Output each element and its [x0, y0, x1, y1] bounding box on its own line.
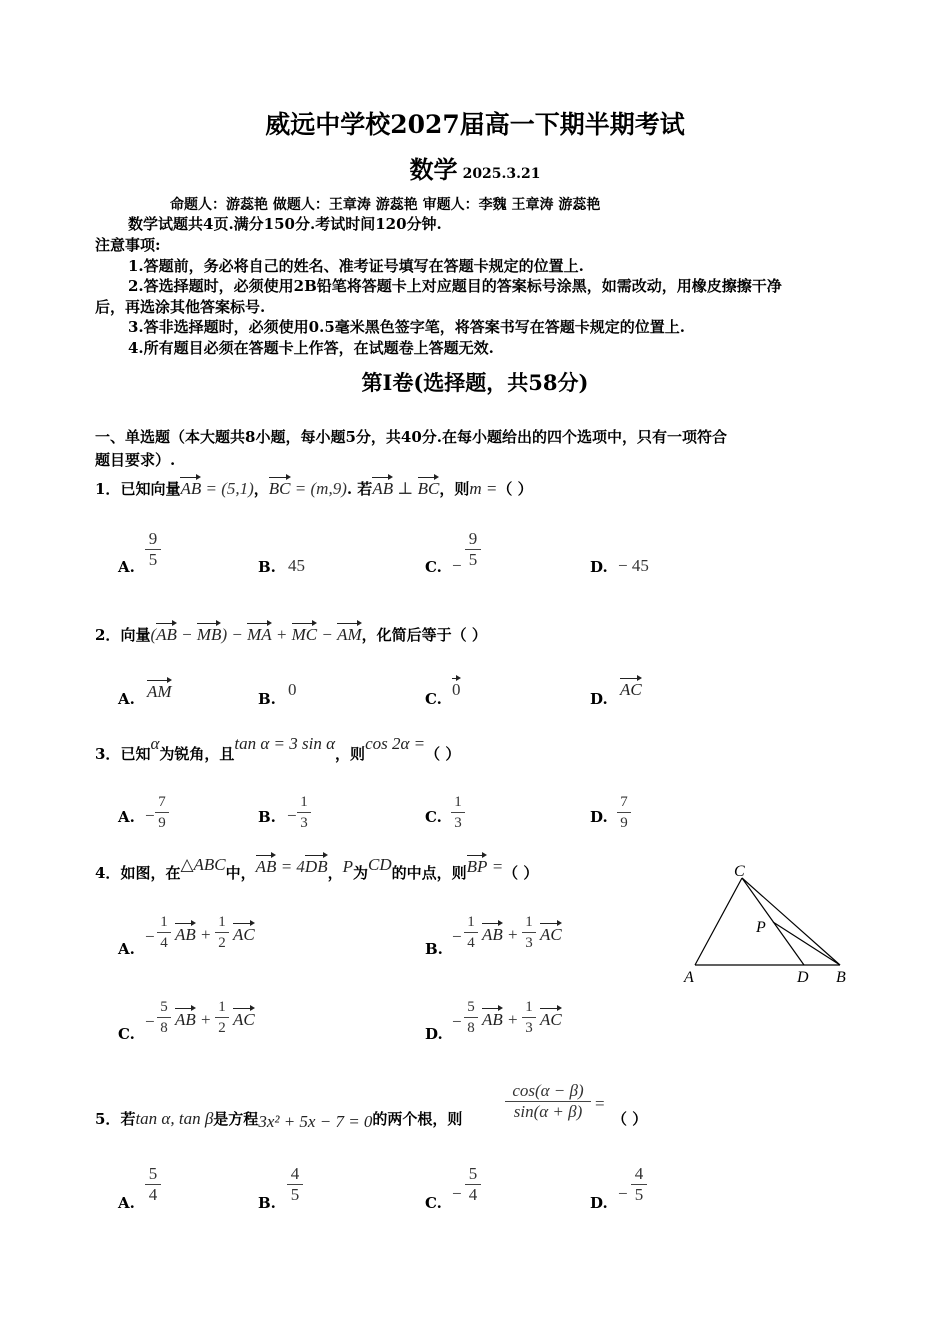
vector-ma: MA: [247, 625, 272, 644]
exam-title: 威远中学校2027届高一下期半期考试: [265, 110, 685, 139]
segment-ac: [695, 878, 742, 965]
math-expr: −: [317, 625, 338, 644]
notice-item: 4.所有题目必须在答题卡上作答，在试题卷上答题无效.: [128, 339, 494, 357]
vector-ab: [482, 925, 503, 945]
option-a-label[interactable]: A.: [118, 940, 135, 958]
subject-line: [0, 150, 950, 185]
option-d-label[interactable]: D.: [590, 690, 608, 708]
subject: 数学: [409, 155, 458, 184]
perp-symbol: ⊥: [393, 479, 418, 498]
zero-vector: 0: [452, 680, 461, 699]
question-1-stem: [95, 478, 533, 499]
math-expr: +: [271, 625, 292, 644]
math-expr: ) −: [221, 625, 248, 644]
stem-text: 若: [120, 1110, 136, 1128]
authors-line: 命题人：游蕊艳 做题人：王章涛 游蕊艳 审题人：李魏 王章涛 游蕊艳: [170, 197, 601, 213]
stem-text: ，化简后等于（ ）: [361, 626, 487, 644]
question-number: 1．: [95, 480, 121, 498]
math-expr: m =: [469, 479, 498, 498]
notice-heading: 注意事项:: [95, 236, 161, 254]
vector-ab: AB: [255, 857, 277, 876]
option-b-label[interactable]: B.: [258, 1194, 276, 1212]
vector-ab: AB: [482, 925, 503, 944]
stem-text: 中，: [225, 864, 256, 882]
minus-sign: −: [452, 927, 462, 946]
label-a: A: [684, 969, 694, 986]
vector-ac: [540, 925, 562, 945]
part-one-instructions: 一、单选题（本大题共8小题，每小题5分，共40分.在每小题给出的四个选项中，只有一项符合: [95, 428, 727, 446]
stem-text: 已知: [120, 745, 151, 763]
question-number: 5．: [95, 1110, 121, 1128]
stem-text: ，则: [335, 745, 366, 763]
option-b-label[interactable]: B.: [258, 808, 276, 826]
question-5-stem: [95, 1108, 462, 1129]
label-p: P: [756, 919, 766, 936]
minus-sign: −: [145, 806, 155, 825]
option-a-value: [147, 682, 172, 702]
option-b-value: 0: [288, 680, 297, 699]
math-expr: (: [150, 625, 157, 644]
plus-sign: +: [201, 925, 211, 944]
stem-text: ，: [253, 480, 269, 498]
question-2-stem: [95, 624, 487, 645]
stem-text: 为锐角，且: [159, 745, 235, 763]
option-a-label[interactable]: A.: [118, 690, 135, 708]
answer-paren: （ ）: [612, 1110, 648, 1128]
vector-ac: AC: [620, 680, 642, 699]
vector-ab: AB: [180, 479, 202, 498]
option-c-label[interactable]: C.: [425, 558, 442, 576]
coefficient: 1 2: [215, 998, 229, 1037]
part-one-instructions-cont: 题目要求）.: [95, 451, 176, 469]
math-expr: = (m,9): [290, 479, 347, 498]
point-p: P: [342, 857, 353, 876]
segment-cd: CD: [368, 855, 392, 874]
option-d-label[interactable]: D.: [425, 1025, 443, 1043]
option-c-label[interactable]: C.: [425, 1194, 442, 1212]
segment-pb: [773, 922, 840, 965]
option-d-label[interactable]: D.: [590, 558, 608, 576]
minus-sign: −: [452, 1184, 462, 1203]
minus-sign: −: [618, 1184, 628, 1203]
coefficient: 5 8: [157, 998, 171, 1037]
option-d-value: − 45: [618, 556, 649, 575]
vector-ac: [540, 1010, 562, 1030]
notice-item: 1.答题前，务必将自己的姓名、准考证号填写在答题卡规定的位置上.: [128, 257, 584, 275]
question-number: 4．: [95, 864, 121, 882]
vector-ac: [233, 1010, 255, 1030]
stem-text: ，则: [439, 480, 470, 498]
option-d-value: 7 9: [617, 793, 631, 832]
coefficient: 5 8: [464, 998, 478, 1037]
label-d: D: [797, 969, 809, 986]
option-a-label[interactable]: A.: [118, 558, 135, 576]
option-c-value: 9 5: [465, 530, 481, 569]
vector-ab: AB: [156, 625, 177, 644]
stem-text: 为: [353, 864, 369, 882]
vector-ac: [233, 925, 255, 945]
option-c-value: 1 3: [451, 793, 465, 832]
fraction-cos-over-sin: cos(α − β) sin(α + β): [505, 1082, 591, 1121]
option-b-label[interactable]: B.: [258, 558, 276, 576]
option-a-label[interactable]: A.: [118, 808, 135, 826]
stem-text: 的中点，则: [391, 864, 467, 882]
stem-text: 的两个根，则: [372, 1110, 463, 1128]
label-b: B: [836, 969, 846, 986]
vector-ab: AB: [482, 1010, 503, 1029]
stem-text: 如图，在: [120, 864, 181, 882]
answer-paren: （ ）: [425, 745, 461, 763]
option-a-value: 5 4: [145, 1165, 161, 1204]
option-c-label[interactable]: C.: [425, 690, 442, 708]
math-expr: = (5,1): [201, 479, 254, 498]
option-d-label[interactable]: D.: [590, 1194, 608, 1212]
option-b-value: 45: [288, 556, 305, 575]
minus-sign: −: [452, 1012, 462, 1031]
math-expr: tan α, tan β: [135, 1109, 214, 1128]
question-number: 3．: [95, 745, 121, 763]
coefficient: 1 4: [464, 913, 478, 952]
option-a-label[interactable]: A.: [118, 1194, 135, 1212]
coefficient: 1 2: [215, 913, 229, 952]
minus-sign: −: [452, 556, 462, 575]
minus-sign: −: [145, 1012, 155, 1031]
vector-ab: [175, 925, 196, 945]
plus-sign: +: [201, 1010, 211, 1029]
option-d-value: [620, 680, 642, 700]
vector-am: AM: [337, 625, 362, 644]
option-b-label[interactable]: B.: [258, 690, 276, 708]
vector-mb: MB: [196, 625, 222, 644]
notice-item: 2.答选择题时，必须使用2B铅笔将答题卡上对应题目的答案标号涂黑，如需改动，用橡皮擦擦干净: [128, 277, 782, 295]
option-d-value: 4 5: [631, 1165, 647, 1204]
vector-ac: AC: [540, 1010, 562, 1029]
plus-sign: +: [508, 925, 518, 944]
question-number: 2．: [95, 626, 121, 644]
vector-ab: AB: [372, 479, 394, 498]
option-b-value: 1 3: [297, 793, 311, 832]
vector-am: AM: [147, 682, 172, 701]
option-c-value: 5 4: [465, 1165, 481, 1204]
stem-text: 是方程: [213, 1110, 259, 1128]
coefficient: 1 3: [522, 998, 536, 1037]
notice-item: 3.答非选择题时，必须使用0.5毫米黑色签字笔，将答案书写在答题卡规定的位置上.: [128, 318, 685, 336]
vector-ab: AB: [175, 1010, 196, 1029]
equals-sign: =: [595, 1094, 605, 1113]
math-expr: cos 2α =: [365, 734, 426, 753]
option-b-value: 4 5: [287, 1165, 303, 1204]
minus-sign: −: [287, 806, 297, 825]
vector-bp: BP: [466, 857, 488, 876]
label-c: C: [734, 863, 745, 880]
coefficient: 1 3: [522, 913, 536, 952]
option-a-value: 7 9: [155, 793, 169, 832]
option-c-label[interactable]: C.: [425, 808, 442, 826]
stem-text: . 若: [346, 480, 373, 498]
stem-text: ，: [327, 864, 343, 882]
alpha-symbol: α: [150, 734, 160, 753]
vector-ac: AC: [540, 925, 562, 944]
notice-item: 后，再选涂其他答案标号.: [95, 298, 266, 316]
section-title: 第Ⅰ卷(选择题，共58分): [361, 370, 589, 395]
vector-bc: BC: [417, 479, 440, 498]
option-d-label[interactable]: D.: [590, 808, 608, 826]
question-4-stem: [95, 855, 539, 883]
question-3-stem: [95, 734, 461, 764]
math-expr: −: [176, 625, 197, 644]
option-b-label[interactable]: B.: [425, 940, 443, 958]
plus-sign: +: [508, 1010, 518, 1029]
vector-ab: [175, 1010, 196, 1030]
option-c-value: [452, 680, 461, 700]
vector-mc: MC: [291, 625, 318, 644]
answer-paren: （ ）: [503, 864, 539, 882]
vector-bc: BC: [268, 479, 291, 498]
exam-info: 数学试题共4页.满分150分.考试时间120分钟.: [128, 215, 442, 233]
vector-db: DB: [304, 857, 328, 876]
quadratic-equation: 3x² + 5x − 7 = 0: [258, 1112, 373, 1131]
math-expr: tan α = 3 sin α: [234, 734, 336, 753]
stem-text: 已知向量: [120, 480, 181, 498]
triangle-figure: [680, 860, 860, 990]
coefficient: 1 4: [157, 913, 171, 952]
triangle-abc: △ABC: [180, 855, 226, 874]
math-expr: = 4: [276, 857, 305, 876]
vector-ab: [482, 1010, 503, 1030]
vector-ab: AB: [175, 925, 196, 944]
vector-ac: AC: [233, 1010, 255, 1029]
answer-paren: （ ）: [497, 480, 533, 498]
stem-text: 向量: [120, 626, 151, 644]
minus-sign: −: [145, 927, 155, 946]
math-expr: =: [487, 857, 504, 876]
option-a-value: 9 5: [145, 530, 161, 569]
option-c-label[interactable]: C.: [118, 1025, 135, 1043]
segment-cd: [742, 878, 804, 965]
exam-date: 2025.3.21: [462, 166, 541, 182]
vector-ac: AC: [233, 925, 255, 944]
